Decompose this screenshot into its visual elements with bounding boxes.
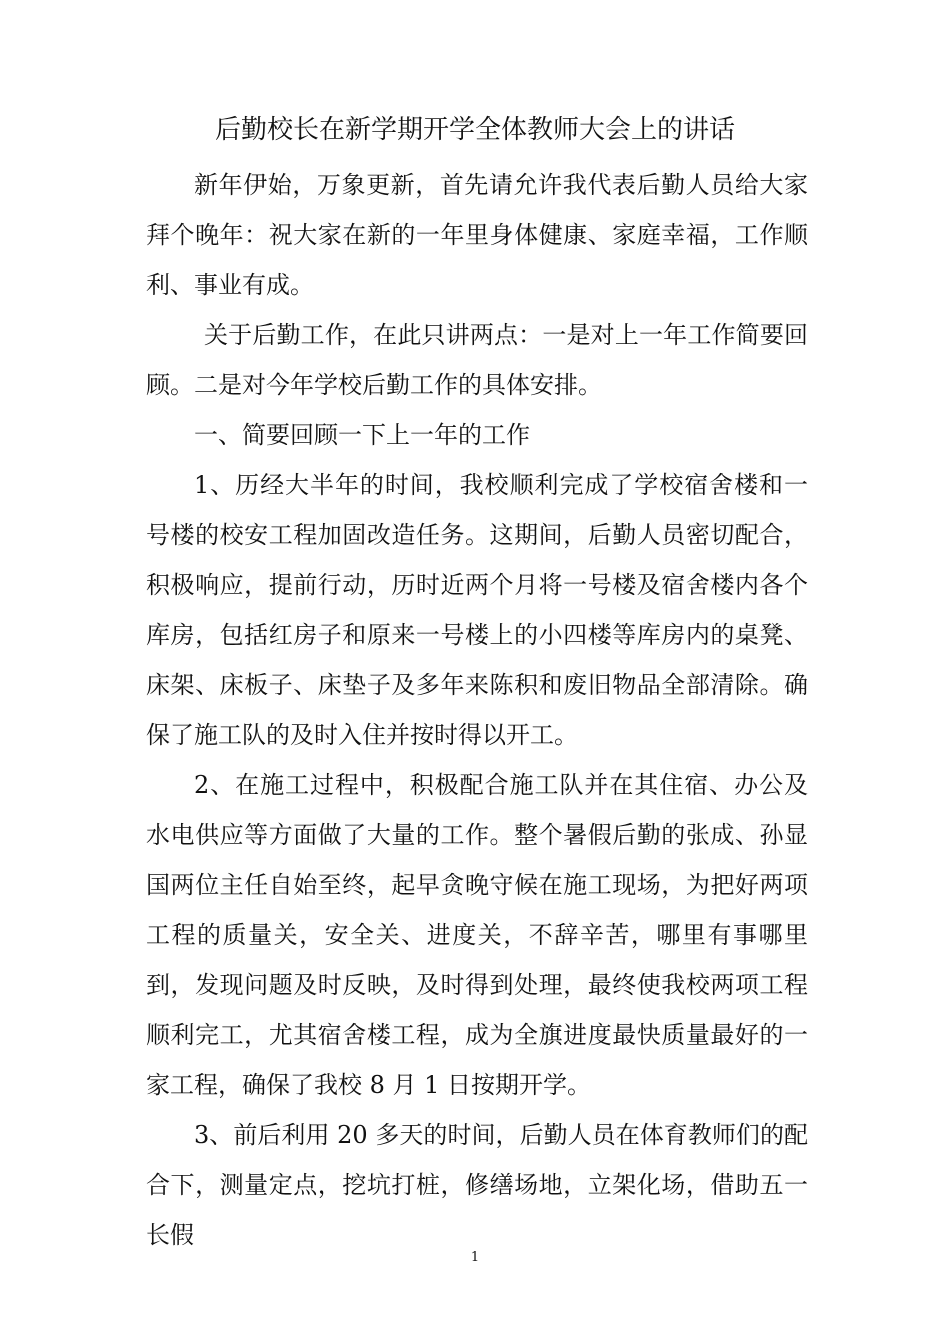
page-number: 1	[470, 1250, 480, 1265]
paragraph-item-2: 2、在施工过程中，积极配合施工队并在其住宿、办公及水电供应等方面做了大量的工作。整个暑假后勤的张成、孙显国两位主任自始至终，起早贪晚守候在施工现场，为把好两项工程的质量关，安全关、进度关，不辞辛苦，哪里有事哪里到，发现问题及时反映，及时得到处理，最终使我校两项工程顺利完工，尤其宿舍楼工程，成为全旗进度最快质量最好的一家工程，确保了我校 8 月 1 日按期开学。	[146, 771, 808, 1099]
paragraph-item-1: 1、历经大半年的时间，我校顺利完成了学校宿舍楼和一号楼的校安工程加固改造任务。这期间，后勤人员密切配合，积极响应，提前行动，历时近两个月将一号楼及宿舍楼内各个库房，包括红房子和原来一号楼上的小四楼等库房内的桌凳、床架、床板子、床垫子及多年来陈积和废旧物品全部清除。确保了施工队的及时入住并按时得以开工。	[146, 471, 808, 749]
paragraph-item-3: 3、前后利用 20 多天的时间，后勤人员在体育教师们的配合下，测量定点，挖坑打桩，修缮场地，立架化场，借助五一长假	[146, 1121, 808, 1249]
paragraph-overview: 关于后勤工作，在此只讲两点：一是对上一年工作简要回顾。二是对今年学校后勤工作的具体安排。	[146, 321, 808, 399]
paragraph-greeting: 新年伊始，万象更新，首先请允许我代表后勤人员给大家拜个晚年：祝大家在新的一年里身体健康、家庭幸福，工作顺利、事业有成。	[146, 171, 808, 299]
section-heading-review: 一、简要回顾一下上一年的工作	[194, 421, 530, 449]
document-title: 后勤校长在新学期开学全体教师大会上的讲话	[214, 115, 735, 145]
